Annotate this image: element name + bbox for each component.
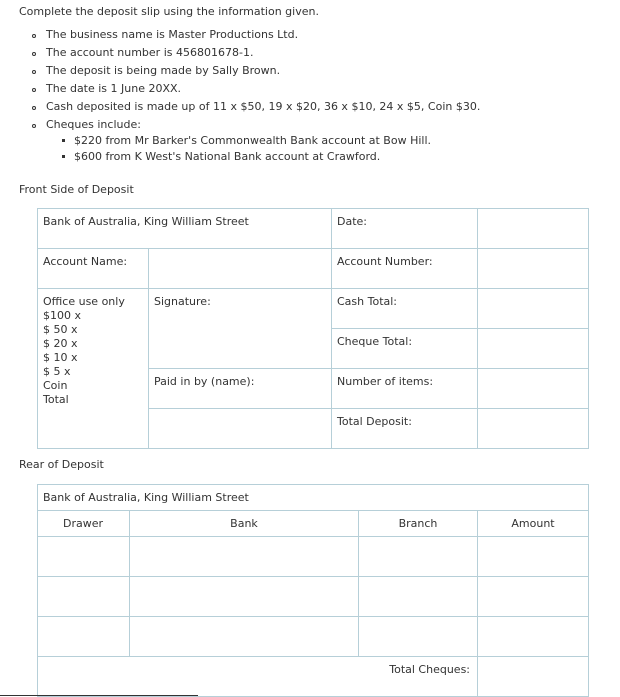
cash-total-label: Cash Total: [337, 295, 398, 308]
rear-deposit-slip [37, 484, 589, 697]
bank-field[interactable] [130, 537, 359, 577]
total-cheques-label-cell [38, 657, 478, 697]
column-header-bank [130, 511, 359, 537]
amount-field[interactable] [478, 577, 589, 617]
amount-field[interactable] [478, 537, 589, 577]
page-bottom-divider [0, 695, 198, 696]
denomination-coin: Coin [43, 379, 68, 392]
front-section-label: Front Side of Deposit [19, 183, 134, 196]
column-header-text: Bank [230, 517, 258, 530]
column-header-text: Branch [398, 517, 438, 530]
account-name-field[interactable] [149, 249, 332, 289]
cheque-total-field[interactable] [478, 329, 589, 369]
account-name-label-cell [38, 249, 149, 289]
cheque-item: $220 from Mr Barker's Commonwealth Bank account at Bow Hill. [74, 133, 480, 149]
branch-field[interactable] [359, 537, 478, 577]
front-deposit-slip [37, 208, 589, 449]
office-use-label: Office use only [43, 295, 125, 308]
signature-field[interactable] [149, 289, 332, 369]
date-label-cell [332, 209, 478, 249]
list-item-cheques [46, 116, 480, 165]
cash-total-field[interactable] [478, 289, 589, 329]
list-item: The date is 1 June 20XX. [46, 80, 480, 98]
total-cheques-field[interactable] [478, 657, 589, 697]
bank-field[interactable] [130, 617, 359, 657]
denomination-hundred: $100 x [43, 309, 82, 322]
column-header-amount [478, 511, 589, 537]
account-number-field[interactable] [478, 249, 589, 289]
list-item: Cash deposited is made up of 11 x $50, 19 x $20, 36 x $10, 24 x $5, Coin $30. [46, 98, 480, 116]
paid-in-by-field[interactable] [149, 409, 332, 449]
cheques-list [46, 133, 480, 165]
drawer-field[interactable] [38, 617, 130, 657]
amount-field[interactable] [478, 617, 589, 657]
bank-name-cell [38, 209, 332, 249]
denomination-ten: $ 10 x [43, 351, 78, 364]
list-item: The business name is Master Productions Ltd. [46, 26, 480, 44]
column-header-drawer [38, 511, 130, 537]
rear-bank-name-cell [38, 485, 589, 511]
list-item: The deposit is being made by Sally Brown. [46, 62, 480, 80]
total-cheques-label: Total Cheques: [389, 663, 470, 676]
date-label: Date: [337, 215, 367, 228]
account-name-label: Account Name: [43, 255, 128, 268]
total-deposit-label: Total Deposit: [337, 415, 412, 428]
number-of-items-label-cell [332, 369, 478, 409]
denomination-twenty: $ 20 x [43, 337, 78, 350]
paid-in-by-label: Paid in by (name): [154, 375, 255, 388]
date-field[interactable] [478, 209, 589, 249]
office-use-cell [38, 289, 149, 449]
total-deposit-field[interactable] [478, 409, 589, 449]
table-row [38, 577, 589, 617]
signature-label: Signature: [154, 295, 211, 308]
cheque-total-label: Cheque Total: [337, 335, 413, 348]
cheque-total-label-cell [332, 329, 478, 369]
column-header-text: Drawer [63, 517, 104, 530]
rear-bank-name: Bank of Australia, King William Street [43, 491, 249, 504]
drawer-field[interactable] [38, 537, 130, 577]
cheques-heading: Cheques include: [46, 118, 141, 131]
cash-total-label-cell [332, 289, 478, 329]
account-number-label: Account Number: [337, 255, 433, 268]
instructions-intro: Complete the deposit slip using the information given. [19, 5, 319, 18]
rear-section-label: Rear of Deposit [19, 458, 104, 471]
paid-in-by-label-cell [149, 369, 332, 409]
column-header-text: Amount [511, 517, 555, 530]
drawer-field[interactable] [38, 577, 130, 617]
cheque-item: $600 from K West's National Bank account at Crawford. [74, 149, 480, 165]
branch-field[interactable] [359, 617, 478, 657]
number-of-items-label: Number of items: [337, 375, 434, 388]
bank-field[interactable] [130, 577, 359, 617]
total-deposit-label-cell [332, 409, 478, 449]
table-row [38, 537, 589, 577]
branch-field[interactable] [359, 577, 478, 617]
denomination-five: $ 5 x [43, 365, 71, 378]
account-number-label-cell [332, 249, 478, 289]
table-row [38, 617, 589, 657]
denomination-fifty: $ 50 x [43, 323, 78, 336]
number-of-items-field[interactable] [478, 369, 589, 409]
list-item: The account number is 456801678-1. [46, 44, 480, 62]
denomination-total: Total [43, 393, 69, 406]
column-header-branch [359, 511, 478, 537]
instructions-list [20, 26, 480, 165]
bank-name: Bank of Australia, King William Street [43, 215, 249, 228]
